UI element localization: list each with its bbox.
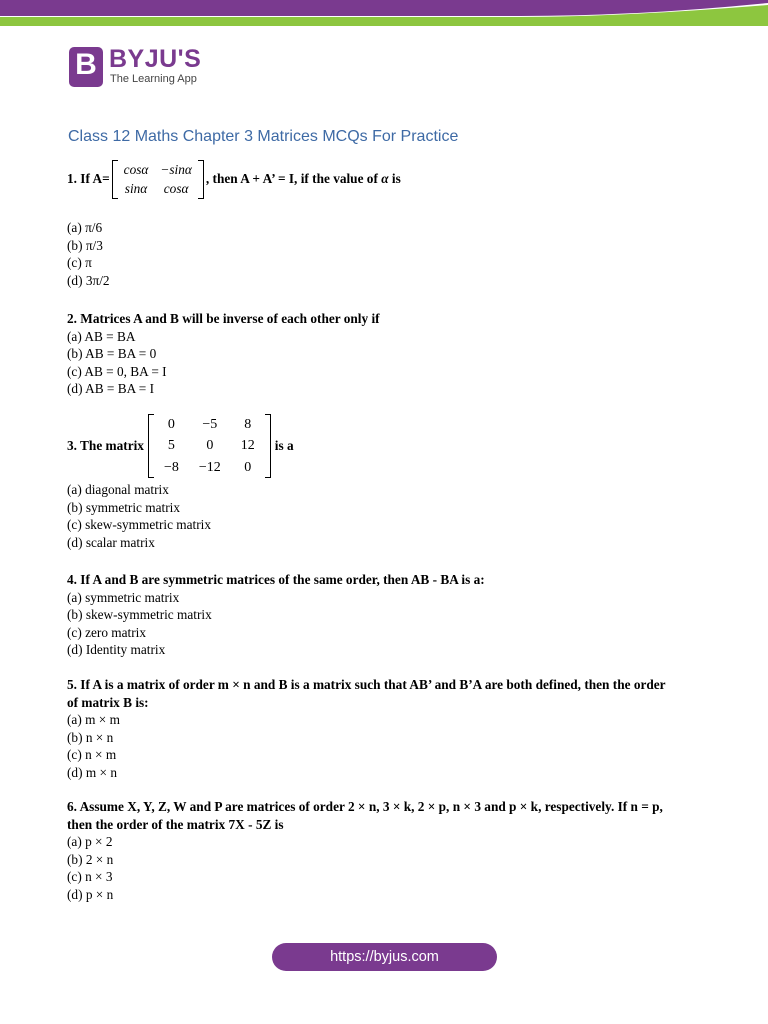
question-1-matrix xyxy=(112,160,204,199)
matrix-cell: 0 xyxy=(167,416,175,432)
matrix-cell: 0 xyxy=(244,459,252,475)
option: (d) 3π/2 xyxy=(67,272,110,288)
matrix-right-bracket xyxy=(198,160,204,199)
question-3-matrix xyxy=(148,414,271,479)
option: (c) n × 3 xyxy=(67,869,113,884)
option: (b) AB = BA = 0 xyxy=(67,346,157,361)
matrix-cell: −8 xyxy=(163,459,179,475)
option: (d) m × n xyxy=(67,764,117,780)
question-1-suffix: , then A + A’ = I, if the value of α is xyxy=(205,171,401,187)
option: (a) m × m xyxy=(67,712,120,727)
question-6 xyxy=(67,798,707,903)
option: (b) 2 × n xyxy=(67,851,114,867)
question-6-stem-line-1: 6. Assume X, Y, Z, W and P are matrices of order 2 × n, 3 × k, 2 × p, n × 3 and p × k, respectively. If n = p, xyxy=(67,799,663,814)
question-2 xyxy=(67,310,707,398)
question-2-stem: 2. Matrices A and B will be inverse of each other only if xyxy=(67,311,380,326)
matrix-cell: −5 xyxy=(202,416,218,432)
question-5 xyxy=(67,676,707,781)
matrix-cell: 0 xyxy=(206,438,214,454)
logo-tagline: The Learning App xyxy=(110,73,197,85)
option: (d) scalar matrix xyxy=(67,534,155,550)
option: (a) symmetric matrix xyxy=(67,589,180,605)
option: (c) AB = 0, BA = I xyxy=(67,363,167,379)
option: (a) π/6 xyxy=(67,220,103,235)
logo-wordmark: BYJU'S xyxy=(109,45,202,73)
matrix-cell: 8 xyxy=(244,416,252,432)
question-1-stem xyxy=(67,155,707,203)
matrix-cell: 5 xyxy=(167,438,175,454)
matrix-left-bracket xyxy=(112,160,118,199)
matrix-cell: sinα xyxy=(124,181,148,196)
question-4-stem: 4. If A and B are symmetric matrices of the same order, then AB - BA is a: xyxy=(67,572,485,587)
page-title: Class 12 Maths Chapter 3 Matrices MCQs For Practice xyxy=(68,128,459,145)
matrix-cell: cosα xyxy=(163,181,189,196)
option: (d) AB = BA = I xyxy=(67,381,155,396)
footer-url-badge[interactable] xyxy=(272,943,497,971)
matrix-right-bracket xyxy=(265,414,271,479)
option: (a) AB = BA xyxy=(67,328,136,344)
question-6-stem-line-2: then the order of the matrix 7X - 5Z is xyxy=(67,816,284,832)
matrix-left-bracket xyxy=(148,414,154,479)
option: (c) zero matrix xyxy=(67,624,146,640)
question-5-stem-line-1: 5. If A is a matrix of order m × n and B is a matrix such that AB’ and B’A are both defined, then the order xyxy=(67,677,666,692)
matrix-cell: cosα xyxy=(123,161,149,177)
question-4 xyxy=(67,571,707,659)
footer-url-link[interactable]: https://byjus.com xyxy=(330,949,439,965)
option: (c) skew-symmetric matrix xyxy=(67,517,211,532)
option: (d) p × n xyxy=(67,886,114,902)
question-3-prefix: 3. The matrix xyxy=(67,438,144,454)
question-3 xyxy=(67,411,707,551)
question-3-suffix: is a xyxy=(274,438,294,454)
option: (a) diagonal matrix xyxy=(67,482,169,497)
matrix-cell: −sinα xyxy=(160,161,192,177)
option: (a) p × 2 xyxy=(67,834,113,849)
matrix-cell: 12 xyxy=(240,438,255,454)
option: (b) symmetric matrix xyxy=(67,499,180,515)
option: (b) n × n xyxy=(67,729,114,745)
question-5-stem-line-2: of matrix B is: xyxy=(67,694,149,710)
question-1 xyxy=(67,155,707,289)
question-1-prefix: 1. If A= xyxy=(67,171,110,187)
matrix-cell: −12 xyxy=(198,459,221,475)
option: (d) Identity matrix xyxy=(67,642,166,657)
option: (c) n × m xyxy=(67,747,117,762)
question-3-stem xyxy=(67,411,707,481)
logo-mark-icon: B xyxy=(69,47,103,87)
option: (b) skew-symmetric matrix xyxy=(67,607,212,622)
option: (c) π xyxy=(67,255,92,270)
option: (b) π/3 xyxy=(67,237,103,253)
top-header-band xyxy=(0,0,768,26)
